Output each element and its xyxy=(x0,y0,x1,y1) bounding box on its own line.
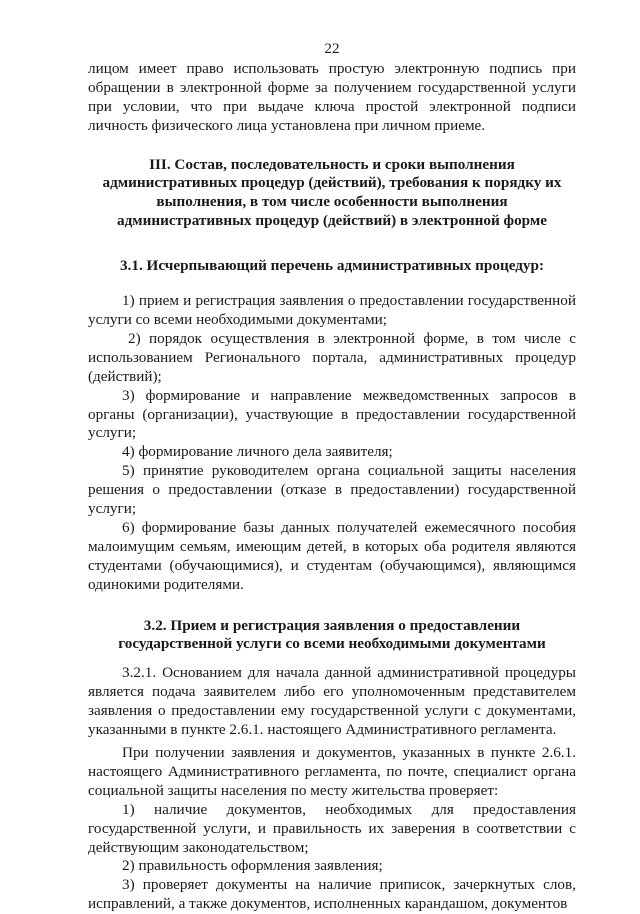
procedure-item-6: 6) формирование базы данных получателей ежемесячного пособия малоимущим семьям, имеющим детей, в которых оба родителя являются студентами (обучающимися), и студентам (обучающимся), являющимся одинокими родителями. xyxy=(88,518,576,593)
check-item-3: 3) проверяет документы на наличие приписок, зачеркнутых слов, исправлений, а также документов, исполненных карандашом, документов xyxy=(88,876,576,913)
document-page xyxy=(88,40,576,914)
subsection-2-body xyxy=(88,664,576,914)
procedure-item-4: 4) формирование личного дела заявителя; xyxy=(122,443,393,461)
procedure-item-2: 2) порядок осуществления в электронной форме, в том числе с использованием Регионального портала, административных процедур (действий); xyxy=(88,329,576,385)
check-item-2: 2) правильность оформления заявления; xyxy=(122,857,383,875)
intro-paragraph: лицом имеет право использовать простую электронную подпись при обращении в электронной форме за получением государственной услуги при условии, что при выдаче ключа простой электронной подписи личность физического лица установлена при личном приеме. xyxy=(88,59,576,134)
procedure-item-3: 3) формирование и направление межведомственных запросов в органы (организации), участвующие в предоставлении государственной услуги; xyxy=(88,386,576,442)
procedure-item-1: 1) прием и регистрация заявления о предоставлении государственной услуги со всеми необходимыми документами; xyxy=(88,292,576,328)
section-title: III. Состав, последовательность и сроки выполнения административных процедур (действий), требования к порядку их выполнения, в том числе особенности выполнения административных процедур (действий) в электронной форме xyxy=(102,155,562,230)
check-item-1: 1) наличие документов, необходимых для предоставления государственной услуги, и правильность их заверения в соответствии с действующим законодательством; xyxy=(88,800,576,856)
paragraph-mail-receipt: При получении заявления и документов, указанных в пункте 2.6.1. настоящего Административного регламента, по почте, специалист органа социальной защиты населения по месту жительства проверяет: xyxy=(88,744,576,799)
procedure-item-5: 5) принятие руководителем органа социальной защиты населения решения о предоставлении (отказе в предоставлении) государственной услуги; xyxy=(88,462,576,518)
subsection-2-title: 3.2. Прием и регистрация заявления о предоставлении государственной услуги со всеми необходимыми документами xyxy=(118,616,546,653)
subsection-1-title: 3.1. Исчерпывающий перечень административных процедур: xyxy=(119,257,545,275)
procedure-list xyxy=(88,292,576,595)
page-number: 22 xyxy=(324,40,340,57)
paragraph-3-2-1: 3.2.1. Основанием для начала данной административной процедуры является подача заявителем либо его уполномоченным представителем заявления о предоставлении ему государственной услуги с документами, указанными в пункте 2.6.1. настоящего Административного регламента. xyxy=(88,664,576,739)
